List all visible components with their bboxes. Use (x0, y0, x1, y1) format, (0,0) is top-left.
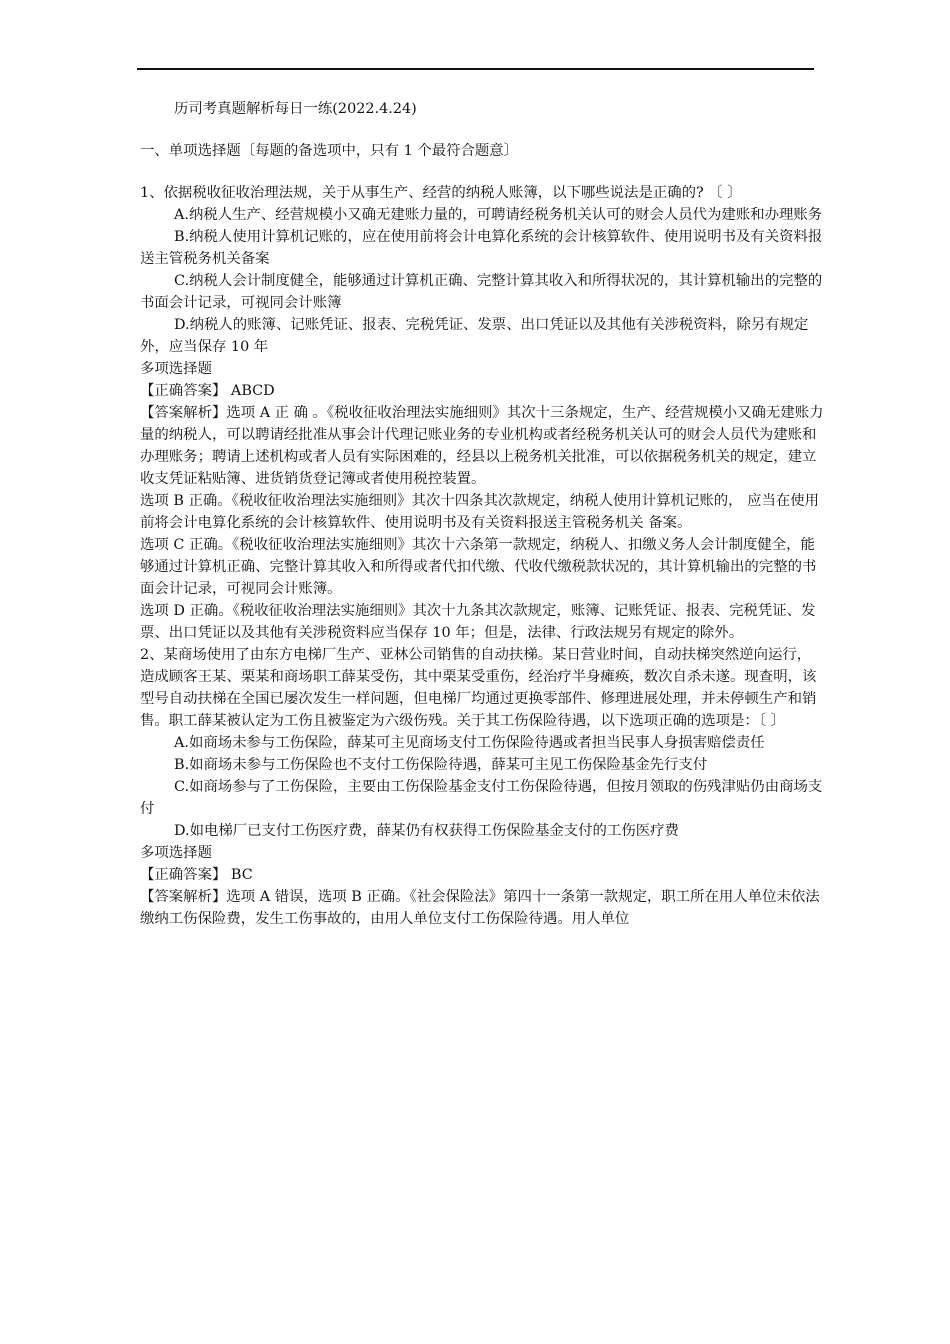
question-2 (140, 644, 825, 930)
analysis-paragraph: 选项 D 正确。《税收征收治理法实施细则》其次十九条其次款规定，账簿、记账凭证、报表、完税凭证、发票、出口凭证以及其他有关涉税资料应当保存 10 年；但是，法律、行政法规另有规定的除外。 (140, 603, 816, 641)
option-c: C.如商场参与了工伤保险，主要由工伤保险基金支付工伤保险待遇，但按月领取的伤残津贴仍由商场支付 (140, 779, 823, 817)
question-type: 多项选择题 (140, 845, 212, 861)
correct-answer-line (140, 864, 825, 886)
document-content (140, 98, 825, 930)
analysis-label: 【答案解析】 (140, 889, 227, 905)
option-c: C.纳税人会计制度健全，能够通过计算机正确、完整计算其收入和所得状况的，其计算机输出的完整的书面会计记录，可视同会计账簿 (140, 273, 823, 311)
question-type: 多项选择题 (140, 361, 212, 377)
header-rule (137, 68, 814, 70)
option-b: B.如商场未参与工伤保险也不支付工伤保险待遇，薛某可主见工伤保险基金先行支付 (174, 757, 708, 773)
question-stem: 1、依据税收征收治理法规，关于从事生产、经营的纳税人账簿，以下哪些说法是正确的? 〔 〕 (140, 185, 742, 201)
option-a: A.纳税人生产、经营规模小又确无建账力量的，可聘请经税务机关认可的财会人员代为建账和办理账务 (174, 207, 823, 223)
section-heading: 一、单项选择题〔每题的备选项中，只有 1 个最符合题意〕 (140, 143, 519, 159)
answer-label: 【正确答案】 (140, 383, 227, 399)
analysis-line (140, 886, 825, 930)
analysis-line (140, 402, 825, 490)
answer-label: 【正确答案】 (140, 867, 227, 883)
analysis-paragraph: 选项 A 错误，选项 B 正确。《社会保险法》第四十一条第一款规定，职工所在用人单位未依法缴纳工伤保险费，发生工伤事故的，由用人单位支付工伤保险待遇。用人单位 (140, 889, 820, 927)
option-b: B.纳税人使用计算机记账的，应在使用前将会计电算化系统的会计核算软件、使用说明书及有关资料报送主管税务机关备案 (140, 229, 823, 267)
question-stem: 2、某商场使用了由东方电梯厂生产、亚林公司销售的自动扶梯。某日营业时间，自动扶梯突然逆向运行，造成顾客王某、栗某和商场职工薛某受伤，其中栗某受重伤，经治疗半身瘫痪，数次自杀未遂。现查明，该型号自动扶梯在全国已屡次发生一样问题，但电梯厂均通过更换零部件、修理进展处理，并未停顿生产和销售。职工薛某被认定为工伤且被鉴定为六级伤残。关于其工伤保险待遇，以下选项正确的选项是：〔 〕 (140, 647, 817, 729)
analysis-label: 【答案解析】 (140, 405, 227, 421)
answer-value: BC (226, 867, 253, 883)
question-1 (140, 182, 825, 644)
option-d: D.如电梯厂已支付工伤医疗费，薛某仍有权获得工伤保险基金支付的工伤医疗费 (174, 823, 679, 839)
option-d: D.纳税人的账簿、记账凭证、报表、完税凭证、发票、出口凭证以及其他有关涉税资料，除另有规定外，应当保存 10 年 (140, 317, 809, 355)
correct-answer-line (140, 380, 825, 402)
document-title: 历司考真题解析每日一练(2022.4.24) (174, 101, 417, 117)
answer-value: ABCD (226, 383, 275, 399)
analysis-paragraph: 选项 A 正 确 。《税收征收治理法实施细则》其次十三条规定，生产、经营规模小又确无建账力量的纳税人，可以聘请经批准从事会计代理记账业务的专业机构或者经税务机关认可的财会人员代为建账和办理账务；聘请上述机构或者人员有实际困难的，经县以上税务机关批准，可以依据税务机关的规定，建立收支凭证粘贴簿、进货销货登记簿或者使用税控装置。 (140, 405, 824, 487)
option-a: A.如商场未参与工伤保险，薛某可主见商场支付工伤保险待遇或者担当民事人身损害赔偿责任 (174, 735, 765, 751)
analysis-paragraph: 选项 C 正确。《税收征收治理法实施细则》其次十六条第一款规定，纳税人、扣缴义务人会计制度健全，能够通过计算机正确、完整计算其收入和所得或者代扣代缴、代收代缴税款状况的，其计算机输出的完整的书面会计记录，可视同会计账簿。 (140, 537, 817, 597)
analysis-paragraph: 选项 B 正确。《税收征收治理法实施细则》其次十四条其次款规定，纳税人使用计算机记账的， 应当在使用前将会计电算化系统的会计核算软件、使用说明书及有关资料报送主管税务机关 备案。 (140, 493, 820, 531)
